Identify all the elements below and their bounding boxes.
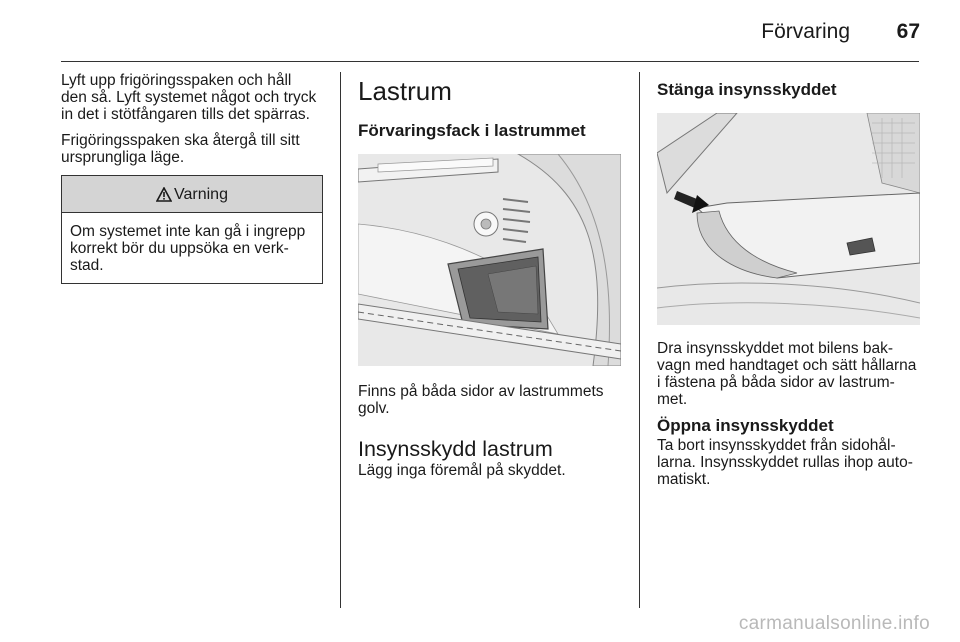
right-column: [657, 72, 927, 488]
cover-instruction: Lägg inga föremål på skyddet.: [358, 462, 566, 479]
storage-caption: Finns på båda sidor av lastrummets golv.: [358, 383, 604, 417]
column-divider-right: [639, 72, 640, 608]
instruction-paragraph: Lyft upp frigöringsspaken och håll den så. Lyft systemet något och tryck in det i stötfångaren tills det spärras.: [61, 72, 317, 123]
page-number: 67: [896, 20, 920, 43]
middle-column: [358, 72, 626, 479]
warning-heading: Varning: [174, 185, 228, 203]
header-divider: [61, 61, 919, 62]
column-divider-left: [340, 72, 341, 608]
section-title-cargo: Lastrum: [358, 76, 452, 106]
cargo-cover-illustration: [657, 113, 920, 325]
release-lever-paragraph: Frigöringsspaken ska återgå till sitt ursprungliga läge.: [61, 132, 300, 166]
section-title-cover: Insynsskydd lastrum: [358, 437, 553, 461]
warning-header: [62, 176, 322, 213]
close-cover-instruction: Dra insynsskyddet mot bilens bak- vagn med handtaget och sätt hållarna i fästena på båda sidor av lastrum- met.: [657, 340, 917, 408]
warning-triangle-icon: [156, 187, 172, 202]
subheading-close-cover: Stänga insynsskyddet: [657, 80, 837, 99]
open-cover-instruction: Ta bort insynsskyddet från sidohål- larna. Insynsskyddet rullas ihop auto- matiskt.: [657, 437, 913, 488]
warning-box: [61, 175, 323, 284]
left-column: [61, 72, 331, 284]
subheading-open-cover: Öppna insynsskyddet: [657, 416, 834, 435]
storage-compartment-illustration: [358, 154, 621, 366]
watermark: carmanualsonline.info: [738, 613, 930, 634]
subheading-storage: Förvaringsfack i lastrummet: [358, 121, 586, 140]
page-header-title: Förvaring: [761, 20, 850, 43]
warning-body: Om systemet inte kan gå i ingrepp korrekt bör du uppsöka en verk- stad.: [70, 223, 306, 274]
